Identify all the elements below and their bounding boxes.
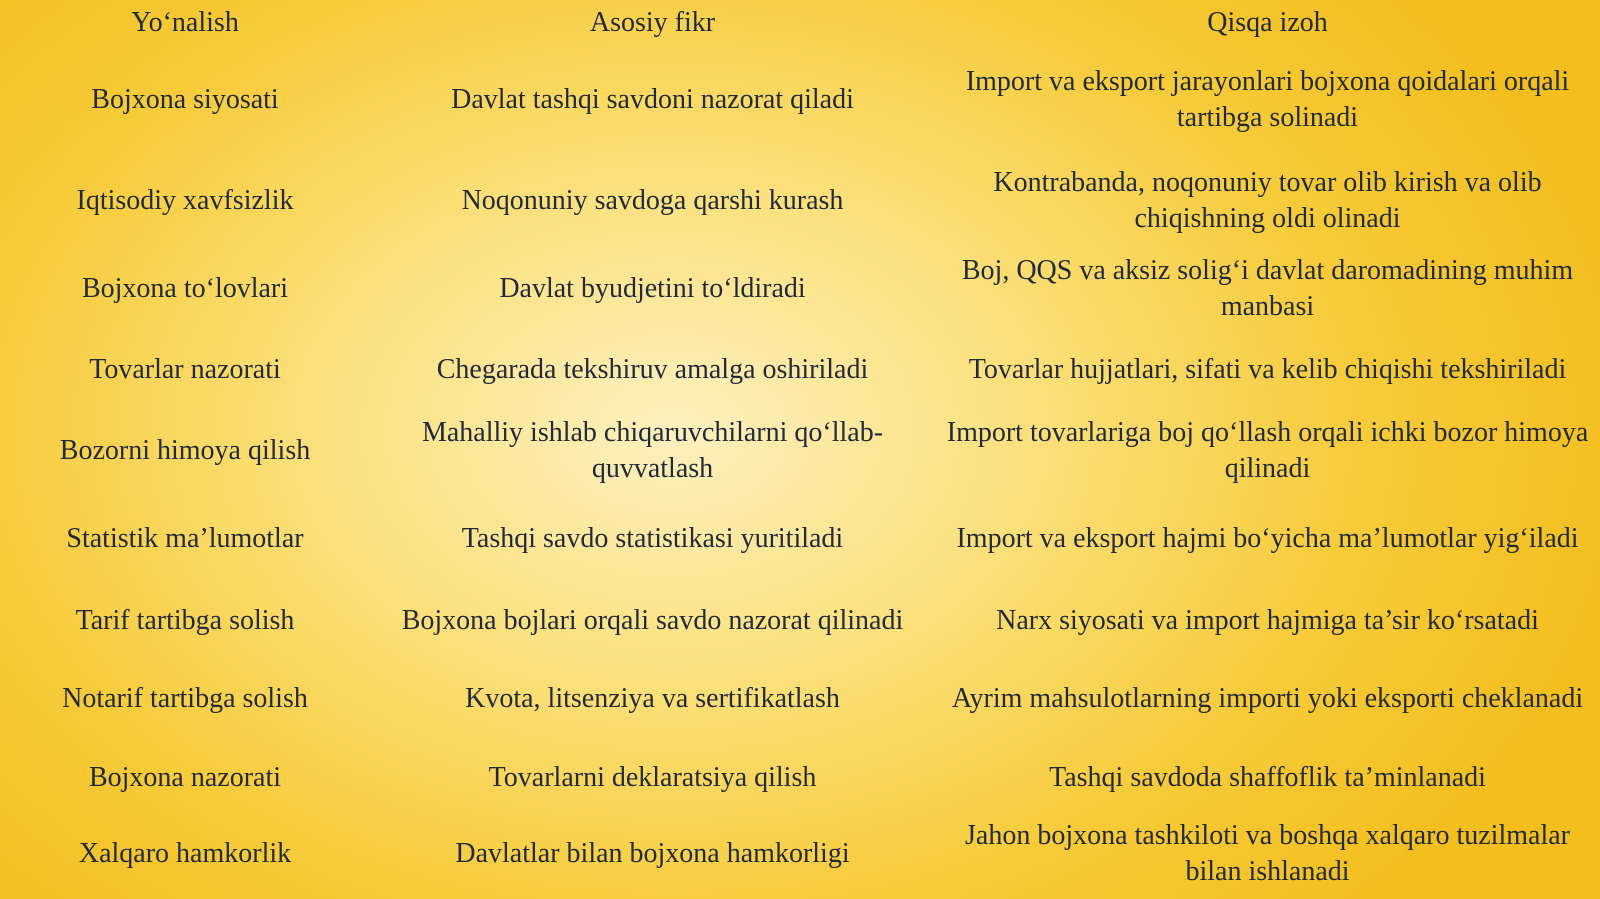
cell-direction: Bozorni himoya qilish: [59, 435, 311, 466]
cell-direction: Bojxona to‘lovlari: [81, 273, 289, 304]
cell-main-idea: Bojxona bojlari orqali savdo nazorat qilinadi: [401, 605, 904, 636]
table-row: [0, 586, 1600, 656]
cell-main-idea: Kvota, litsenziya va sertifikatlash: [465, 683, 840, 714]
column-header-short-note: Qisqa izoh: [1207, 7, 1328, 38]
table-row: [0, 330, 1600, 410]
cell-short-note: Jahon bojxona tashkiloti va boshqa xalqaro tuzilmalar bilan ishlanadi: [965, 820, 1570, 887]
cell-short-note: Import va eksport hajmi bo‘yicha ma’lumotlar yig‘iladi: [956, 523, 1579, 554]
table-row: [0, 814, 1600, 894]
cell-direction: Xalqaro hamkorlik: [78, 838, 292, 869]
table-row: [0, 248, 1600, 330]
cell-main-idea: Noqonuniy savdoga qarshi kurash: [461, 185, 844, 216]
cell-main-idea: Tovarlarni deklaratsiya qilish: [488, 762, 817, 793]
cell-direction: Statistik ma’lumotlar: [66, 523, 304, 554]
cell-direction: Notarif tartibga solish: [62, 683, 308, 714]
cell-short-note: Tovarlar hujjatlari, sifati va kelib chiqishi tekshiriladi: [968, 354, 1567, 385]
cell-short-note: Import tovarlariga boj qo‘llash orqali ichki bozor himoya qilinadi: [946, 417, 1589, 484]
cell-short-note: Ayrim mahsulotlarning importi yoki eksporti cheklanadi: [951, 683, 1584, 714]
cell-direction: Bojxona nazorati: [88, 762, 282, 793]
cell-direction: Iqtisodiy xavfsizlik: [76, 185, 294, 216]
cell-main-idea: Davlatlar bilan bojxona hamkorligi: [455, 838, 850, 869]
table-row: [0, 46, 1600, 154]
cell-main-idea: Tashqi savdo statistikasi yuritiladi: [461, 523, 844, 554]
table-header-row: [0, 0, 1600, 46]
cell-short-note: Import va eksport jarayonlari bojxona qoidalari orqali tartibga solinadi: [965, 66, 1570, 133]
cell-main-idea: Davlat tashqi savdoni nazorat qiladi: [451, 84, 854, 115]
cell-main-idea: Mahalliy ishlab chiqaruvchilarni qo‘llab-quvvatlash: [421, 417, 884, 484]
cell-short-note: Tashqi savdoda shaffoflik ta’minlanadi: [1049, 762, 1486, 793]
cell-main-idea: Davlat byudjetini to‘ldiradi: [499, 273, 806, 304]
cell-direction: Bojxona siyosati: [91, 84, 279, 115]
table-row: [0, 154, 1600, 248]
table-row: [0, 656, 1600, 742]
table-row: [0, 742, 1600, 814]
cell-short-note: Kontrabanda, noqonuniy tovar olib kirish va olib chiqishning oldi olinadi: [993, 167, 1542, 234]
cell-direction: Tarif tartibga solish: [75, 605, 295, 636]
cell-short-note: Boj, QQS va aksiz solig‘i davlat daromadining muhim manbasi: [961, 255, 1574, 322]
cell-short-note: Narx siyosati va import hajmiga ta’sir ko‘rsatadi: [996, 605, 1539, 636]
column-header-direction: Yo‘nalish: [131, 7, 239, 38]
cell-direction: Tovarlar nazorati: [89, 354, 281, 385]
table-row: [0, 492, 1600, 586]
column-header-main-idea: Asosiy fikr: [589, 7, 716, 38]
table-row: [0, 410, 1600, 492]
cell-main-idea: Chegarada tekshiruv amalga oshiriladi: [436, 354, 869, 385]
